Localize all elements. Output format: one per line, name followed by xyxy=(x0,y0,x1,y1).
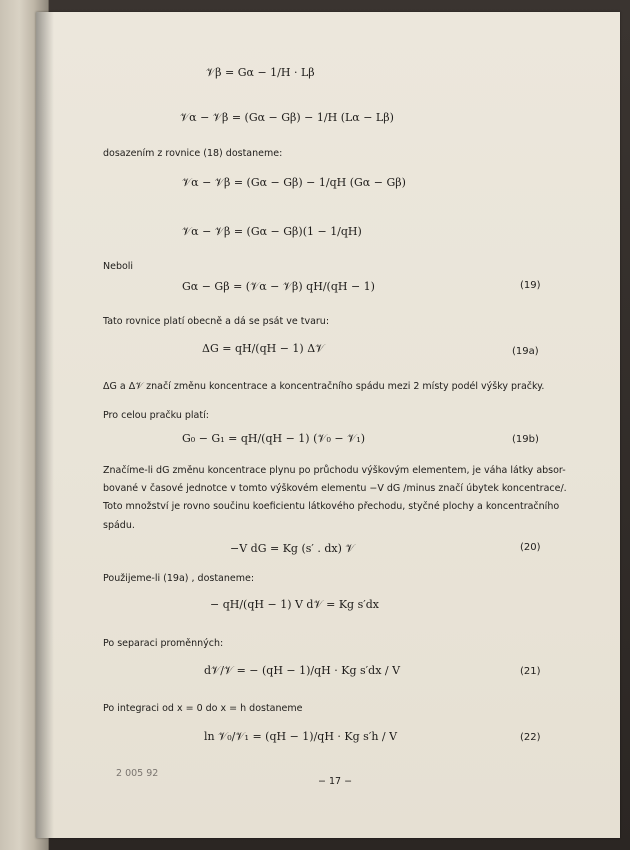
equation-number-19: (19) xyxy=(520,280,541,291)
text-delta-meaning: ΔG a Δ𝒱 značí změnu koncentrace a koncentračního spádu mezi 2 místy podél výšky pračky. xyxy=(103,381,545,392)
equation-number-19a: (19a) xyxy=(512,346,539,357)
text-integration: Po integraci od x = 0 do x = h dostaneme xyxy=(103,703,303,714)
equation-theta-difference-lambda: 𝒱α − 𝒱β = (Gα − Gβ) − 1/H (Lα − Lβ) xyxy=(180,111,394,124)
footer-stamp: 2 005 92 xyxy=(116,768,159,779)
equation-21: d𝒱/𝒱 = − (qH − 1)/qH · Kg s′dx / V xyxy=(204,664,401,677)
equation-number-19b: (19b) xyxy=(512,434,539,445)
equation-theta-difference-qh: 𝒱α − 𝒱β = (Gα − Gβ) − 1/qH (Gα − Gβ) xyxy=(182,176,406,189)
page-gutter-shadow xyxy=(36,12,54,838)
text-substitution-18: dosazením z rovnice (18) dostaneme: xyxy=(103,148,283,159)
equation-using-19a: − qH/(qH − 1) V d𝒱 = Kg s′dx xyxy=(210,598,379,611)
equation-theta-beta: 𝒱β = Gα − 1/H · Lβ xyxy=(206,66,315,79)
equation-19b: G₀ − G₁ = qH/(qH − 1) (𝒱₀ − 𝒱₁) xyxy=(182,432,366,445)
text-paragraph-line-4: spádu. xyxy=(103,520,135,531)
equation-19: Gα − Gβ = (𝒱α − 𝒱β) qH/(qH − 1) xyxy=(182,280,375,293)
text-whole-scrubber: Pro celou pračku platí: xyxy=(103,410,209,421)
equation-20: −V dG = Kg (s′ . dx) 𝒱 xyxy=(230,542,355,555)
text-paragraph-line-1: Značíme-li dG změnu koncentrace plynu po průchodu výškovým elementem, je váha látky absor- xyxy=(103,465,566,476)
text-using-19a: Použijeme-li (19a) , dostaneme: xyxy=(103,573,255,584)
equation-number-20: (20) xyxy=(520,542,541,553)
equation-number-21: (21) xyxy=(520,666,541,677)
page-number: − 17 − xyxy=(318,776,353,787)
equation-number-22: (22) xyxy=(520,732,541,743)
text-paragraph-line-3: Toto množství je rovno součinu koeficientu látkového přechodu, styčné plochy a koncentračního xyxy=(103,501,560,512)
text-separation: Po separaci proměnných: xyxy=(103,638,224,649)
text-general-form: Tato rovnice platí obecně a dá se psát ve tvaru: xyxy=(103,316,330,327)
equation-theta-difference-factored: 𝒱α − 𝒱β = (Gα − Gβ)(1 − 1/qH) xyxy=(182,225,362,238)
document-page xyxy=(36,12,620,838)
equation-22: ln 𝒱₀/𝒱₁ = (qH − 1)/qH · Kg s′h / V xyxy=(204,730,398,743)
text-paragraph-line-2: bované v časové jednotce v tomto výškovém elementu −V dG /minus značí úbytek koncentrace/. xyxy=(103,483,567,494)
equation-19a: ΔG = qH/(qH − 1) Δ𝒱 xyxy=(202,342,325,355)
text-neboli: Neboli xyxy=(103,261,134,272)
